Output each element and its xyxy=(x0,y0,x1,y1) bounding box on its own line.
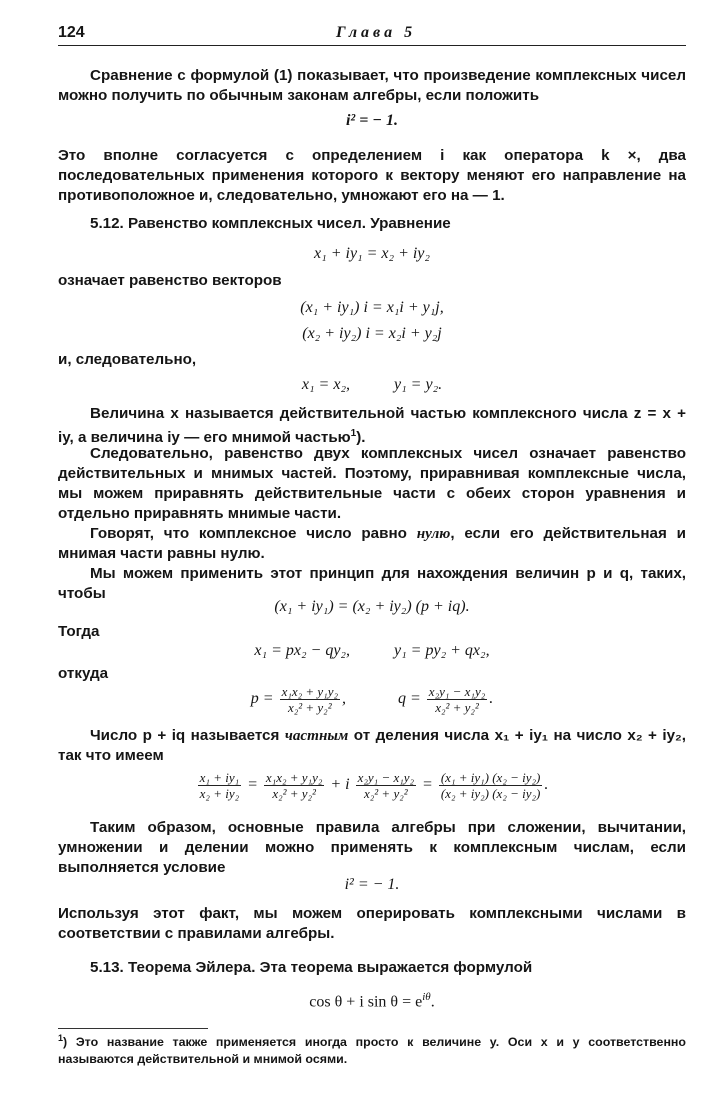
equation-vector-1: (x₁ + iy₁) i = x₁i + y₁j, xyxy=(300,299,444,316)
section-5-13-title: 5.13. Теорема Эйлера. xyxy=(90,959,256,976)
real-part-close: ). xyxy=(356,429,366,447)
division-f3-den: x₂² + y₂² xyxy=(364,786,408,801)
p-numerator: x₁x₂ + y₁y₂ xyxy=(281,684,338,699)
equation-x1-y1 xyxy=(58,640,686,662)
zero-text-a: Говорят, что комплексное число равно xyxy=(90,525,417,542)
division-fraction-3 xyxy=(356,770,416,801)
paragraph-equality-parts: Следовательно, равенство двух комплексных чисел означает равенство действительных и мнимых частей. Поэтому, приравнивая комплексные числа, мы можем приравнять действительные части с обеих сторон уравнения и отдельно приравнять мнимые части. xyxy=(58,445,686,522)
equation-y1: y₁ = py₂ + qx₂, xyxy=(394,642,490,659)
division-f2-num: x₁x₂ + y₁y₂ xyxy=(265,770,323,785)
zero-text-b: , если его действительная и мнимая части равны нулю. xyxy=(58,525,686,562)
label-then: Тогда xyxy=(58,623,100,640)
division-eq-1: = xyxy=(247,776,258,794)
page-number: 124 xyxy=(58,24,85,41)
real-part-text: Величина x называется действительной частью комплексного числа z = x + iy, а величина iy — его мнимой частью xyxy=(58,405,686,447)
footnote-ref: 1 xyxy=(350,428,357,439)
quotient-text-b: от деления числа x₁ + iy₁ на число x₂ + iy₂, так что имеем xyxy=(58,727,686,764)
q-dot: . xyxy=(489,690,494,708)
p-lhs: p = xyxy=(250,690,274,708)
equation-complex-equality: x₁ + iy₁ = x₂ + iy₂ xyxy=(314,245,430,262)
division-dot: . xyxy=(544,776,549,794)
footnote-text: ) Это название также применяется иногда просто к величине y. Оси x и y соответственно называются действительной и мнимой осями. xyxy=(58,1035,686,1067)
running-header xyxy=(58,24,686,46)
section-5-12-lead: Уравнение xyxy=(366,215,451,232)
division-f4-den: (x₂ + iy₂) (x₂ − iy₂) xyxy=(440,786,541,801)
paragraph-hence: и, следовательно, xyxy=(58,351,197,368)
equation-x1: x₁ = px₂ − qy₂, xyxy=(254,642,350,659)
division-f3-num: x₂y₁ − x₁y₂ xyxy=(357,770,415,785)
division-f1-den: x₂ + iy₂ xyxy=(199,786,240,801)
quotient-emphasis: частным xyxy=(284,727,349,744)
equation-vector-2: (x₂ + iy₂) i = x₂i + y₂j xyxy=(302,325,442,342)
q-numerator: x₂y₁ − x₁y₂ xyxy=(428,684,486,699)
q-lhs: q = xyxy=(398,690,421,708)
chapter-title: Глава 5 xyxy=(336,24,417,41)
section-5-13-heading xyxy=(58,958,686,978)
division-plus-i: + i xyxy=(330,776,350,794)
division-fraction-2 xyxy=(264,770,324,801)
fraction-p xyxy=(280,684,340,715)
euler-main: cos θ + i sin θ = e xyxy=(309,993,423,1011)
paragraph-zero xyxy=(58,524,686,564)
division-fraction-1 xyxy=(198,770,241,801)
section-5-12-title: 5.12. Равенство комплексных чисел. xyxy=(90,215,366,232)
equation-p-q xyxy=(58,684,686,720)
header-rule xyxy=(58,45,686,46)
division-fraction-4 xyxy=(439,770,543,801)
equation-euler xyxy=(58,986,686,1013)
equation-i-squared: i² = − 1. xyxy=(345,112,399,129)
paragraph-real-part xyxy=(58,404,686,448)
division-f2-den: x₂² + y₂² xyxy=(272,786,316,801)
euler-end: . xyxy=(430,993,435,1011)
paragraph-operator: Это вполне согласуется с определением i как оператора k ×, два последовательных применения которого к вектору меняют его направление на противоположное и, следовательно, умножают его на — 1. xyxy=(58,147,686,204)
paragraph-algebra-rules: Таким образом, основные правила алгебры при сложении, вычитании, умножении и делении можно применять к комплексным числам, если выполняется условие xyxy=(58,819,686,876)
equation-parts-equal xyxy=(58,374,686,396)
zero-emphasis: нулю xyxy=(416,525,451,542)
paragraph-principle: Мы можем применить этот принцип для нахождения величин p и q, таких, чтобы xyxy=(58,565,686,602)
division-f4-num: (x₁ + iy₁) (x₂ − iy₂) xyxy=(440,770,541,785)
fraction-q xyxy=(427,684,487,715)
equation-i-squared-2: i² = − 1. xyxy=(344,876,400,893)
paragraph-quotient xyxy=(58,726,686,766)
p-denominator: x₂² + y₂² xyxy=(287,700,332,715)
equation-y-equal: y₁ = y₂. xyxy=(394,376,443,393)
division-eq-2: = xyxy=(422,776,433,794)
section-5-12-heading xyxy=(58,214,686,234)
euler-exponent: iθ xyxy=(422,991,431,1003)
footnote xyxy=(58,1030,686,1068)
footnote-mark: 1 xyxy=(58,1033,64,1043)
equation-product: (x₁ + iy₁) = (x₂ + iy₂) (p + iq). xyxy=(274,598,470,615)
label-whence: откуда xyxy=(58,665,109,682)
division-f1-num: x₁ + iy₁ xyxy=(199,770,240,785)
section-5-13-lead: Эта теорема выражается формулой xyxy=(255,959,533,976)
p-comma: , xyxy=(342,690,346,708)
footnote-rule xyxy=(58,1028,208,1029)
paragraph-using-fact: Используя этот факт, мы можем оперировать комплексными числами в соответствии с правилами алгебры. xyxy=(58,905,686,942)
paragraph-vectors: означает равенство векторов xyxy=(58,272,282,289)
quotient-text-a: Число p + iq называется xyxy=(90,727,285,744)
paragraph-comparison: Сравнение с формулой (1) показывает, что произведение комплексных чисел можно получить по обычным законам алгебры, если положить xyxy=(58,67,686,104)
equation-division xyxy=(58,770,686,808)
q-denominator: x₂² + y₂² xyxy=(435,700,479,715)
equation-x-equal: x₁ = x₂, xyxy=(301,376,350,393)
